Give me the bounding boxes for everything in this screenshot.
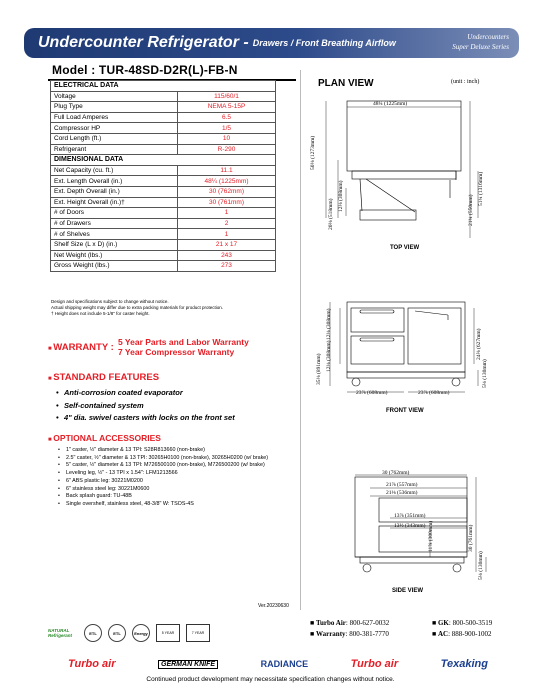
spec-value: 1	[178, 208, 276, 219]
etl-icon: ETL	[84, 624, 102, 642]
plan-view-title: PLAN VIEW	[318, 78, 374, 89]
spec-value: R-290	[178, 144, 276, 155]
dim-front-right: 23⅞ (608mm)	[418, 390, 450, 396]
spec-value: 1	[178, 229, 276, 240]
page-title: Undercounter Refrigerator -	[38, 34, 249, 51]
warranty-7-year-badge: 7 YEAR	[186, 624, 210, 642]
spec-label: Ext. Height Overall (in.)†	[51, 197, 178, 208]
spec-label: Voltage	[51, 91, 178, 102]
spec-value: 1/5	[178, 123, 276, 134]
spec-label: Cord Length (ft.)	[51, 133, 178, 144]
table-row	[51, 218, 276, 229]
certification-badges	[48, 622, 210, 644]
accessories-title: ■ OPTIONAL ACCESSORIES	[48, 433, 161, 443]
spec-value: 273	[178, 261, 276, 272]
category-label	[452, 32, 509, 52]
list-item: • Leveling leg, ½" - 13 TPI x 1.54": LFM1213566	[58, 470, 288, 478]
contact-info	[310, 618, 492, 639]
spec-value: 21 x 17	[178, 239, 276, 250]
contact-row: ■ Warranty: 800-381-7770 ■ AC: 888-900-1002	[310, 629, 492, 638]
list-item: • 5" caster, ½" diameter & 13 TPI: M726500100 (non-brake), M726500200 (w/ brake)	[58, 462, 288, 470]
side-view-label: SIDE VIEW	[392, 588, 424, 594]
version-label: Ver.20230630	[258, 603, 289, 609]
dim-side-d2: 21⅛ (536mm)	[386, 490, 418, 496]
features-list	[56, 387, 235, 425]
table-row	[51, 144, 276, 155]
header-banner	[24, 28, 519, 58]
category-line1: Undercounters	[467, 33, 509, 41]
top-view-label: TOP VIEW	[390, 245, 420, 251]
technical-drawings	[300, 70, 520, 610]
spec-value: 115/60/1	[178, 91, 276, 102]
spec-value: 30 (761mm)	[178, 197, 276, 208]
table-row	[51, 229, 276, 240]
dim-top-width: 48¼ (1225mm)	[373, 101, 408, 107]
turbo-air-logo: Turbo air	[68, 658, 116, 670]
table-section-header	[51, 81, 276, 92]
spec-label: # of Drawers	[51, 218, 178, 229]
list-item: • Single overshelf, stainless steel, 48-3/8" W: TSOS-4S	[58, 501, 288, 509]
dim-side-inner: 11⅞ (300mm)	[428, 520, 434, 552]
spec-label: Ext. Depth Overall (in.)	[51, 186, 178, 197]
spec-value: 6.5	[178, 112, 276, 123]
section-title: ELECTRICAL DATA	[51, 81, 276, 92]
list-item: • 4" dia. swivel casters with locks on the front set	[56, 412, 235, 425]
list-item: • 6" ABS plastic leg: 30221M0200	[58, 478, 288, 486]
dim-top-depth2: 51¾ (1316mm)	[478, 171, 484, 206]
spec-label: Net Capacity (cu. ft.)	[51, 165, 178, 176]
natural-refrigerant-badge: NATURAL Refrigerant	[48, 628, 73, 638]
german-knife-logo: GERMAN KNIFE	[158, 660, 218, 669]
dim-front-left: 23⅞ (608mm)	[356, 390, 388, 396]
dim-top-swing: 20⅜ (518mm)	[328, 198, 334, 230]
table-row	[51, 176, 276, 187]
note-line: Actual shipping weight may differ due to extra packing materials for product protection.	[51, 305, 224, 310]
table-row	[51, 133, 276, 144]
spec-value: 48¼ (1225mm)	[178, 176, 276, 187]
spec-label: # of Doors	[51, 208, 178, 219]
section-title: DIMENSIONAL DATA	[51, 155, 276, 166]
list-item: • Self-contained system	[56, 400, 235, 413]
front-view-body	[347, 302, 465, 372]
spec-label: Compressor HP	[51, 123, 178, 134]
warranty-text	[118, 337, 249, 357]
table-row	[51, 165, 276, 176]
list-item: • 1" caster, ½" diameter & 13 TPI: S28R813660 (non-brake)	[58, 447, 288, 455]
list-item: • Back splash guard: TU-48B	[58, 493, 288, 501]
dim-front-door: 24⅝ (627mm)	[476, 328, 482, 360]
spec-table	[50, 80, 276, 272]
dim-side-caster: 5⅛ (130mm)	[478, 551, 484, 580]
spec-notes	[51, 299, 281, 317]
table-row	[51, 197, 276, 208]
note-line: † Height does not include 5-1/8" for caster height.	[51, 311, 150, 316]
table-row	[51, 186, 276, 197]
spec-value: 11.1	[178, 165, 276, 176]
spec-label: # of Shelves	[51, 229, 178, 240]
dim-front-drawer2: 12⅛ (308mm)	[326, 340, 332, 372]
contact-row: ■ Turbo Air: 800-627-0032 ■ GK: 800-500-3519	[310, 619, 493, 627]
table-row	[51, 112, 276, 123]
spec-value: 30 (762mm)	[178, 186, 276, 197]
energy-icon: Energy	[132, 624, 150, 642]
spec-label: Net Weight (lbs.)	[51, 250, 178, 261]
spec-label: Gross Weight (lbs.)	[51, 261, 178, 272]
texaking-logo: Texaking	[440, 658, 488, 670]
dim-front-caster: 5⅛ (130mm)	[482, 359, 488, 388]
table-row	[51, 123, 276, 134]
front-view-label: FRONT VIEW	[386, 408, 424, 414]
footer-disclaimer: Continued product development may necessitate specification changes without notice.	[146, 676, 395, 683]
spec-label: Refrigerant	[51, 144, 178, 155]
spec-value: 10	[178, 133, 276, 144]
warranty-5-year-badge: 5 YEAR	[156, 624, 180, 642]
features-title: ■ STANDARD FEATURES	[48, 372, 160, 383]
radiance-logo: RADIANCE	[260, 659, 309, 669]
turbo-air-logo-2: Turbo air	[350, 658, 399, 670]
brand-logos	[68, 656, 488, 672]
table-row	[51, 208, 276, 219]
dim-side-depth: 30 (762mm)	[382, 470, 410, 476]
table-row	[51, 250, 276, 261]
list-item: • 6" stainless steel leg: 30221M0600	[58, 486, 288, 494]
dim-side-d4: 13½ (343mm)	[394, 523, 426, 529]
list-item: • Anti-corrosion coated evaporator	[56, 387, 235, 400]
dim-side-height: 30 (761mm)	[468, 524, 474, 552]
spec-label: Ext. Length Overall (in.)	[51, 176, 178, 187]
table-section-header	[51, 155, 276, 166]
etl-sanitation-icon: ETL	[108, 624, 126, 642]
dim-top-depth: 50⅛ (1273mm)	[310, 135, 316, 170]
note-line: Design and specifications subject to change without notice.	[51, 299, 169, 304]
table-row	[51, 261, 276, 272]
spec-value: 243	[178, 250, 276, 261]
page-subtitle: Drawers / Front Breathing Airflow	[252, 38, 396, 48]
unit-label: (unit : inch)	[451, 79, 480, 85]
spec-label: Full Load Amperes	[51, 112, 178, 123]
warranty-line1: 5 Year Parts and Labor Warranty	[118, 337, 249, 347]
dim-side-d3: 13⅞ (351mm)	[394, 513, 426, 519]
spec-value: 2	[178, 218, 276, 229]
dim-top-right: 21¾ (550mm)	[468, 194, 474, 226]
dim-front-drawer1: 12⅛ (308mm)	[326, 308, 332, 340]
warranty-label: ■ WARRANTY :	[48, 342, 114, 353]
top-view-body	[347, 101, 461, 171]
warranty-line2: 7 Year Compressor Warranty	[118, 347, 235, 357]
table-row	[51, 239, 276, 250]
spec-value: NEMA 5-15P	[178, 102, 276, 113]
accessories-list	[58, 447, 288, 509]
spec-label: Plug Type	[51, 102, 178, 113]
list-item: • 2.5" caster, ½" diameter & 13 TPI: 30265H0100 (non-brake), 30265H0200 (w/ brake)	[58, 455, 288, 463]
dim-side-d1: 21⅞ (557mm)	[386, 482, 418, 488]
spec-label: Shelf Size (L x D) (in.)	[51, 239, 178, 250]
table-row	[51, 102, 276, 113]
table-row	[51, 91, 276, 102]
dim-top-small: 12⅛ (308mm)	[338, 180, 344, 212]
model-number: Model : TUR-48SD-D2R(L)-FB-N	[52, 63, 238, 77]
dim-front-height: 35⅛ (891mm)	[316, 353, 322, 385]
category-line2: Super Deluxe Series	[452, 43, 509, 51]
